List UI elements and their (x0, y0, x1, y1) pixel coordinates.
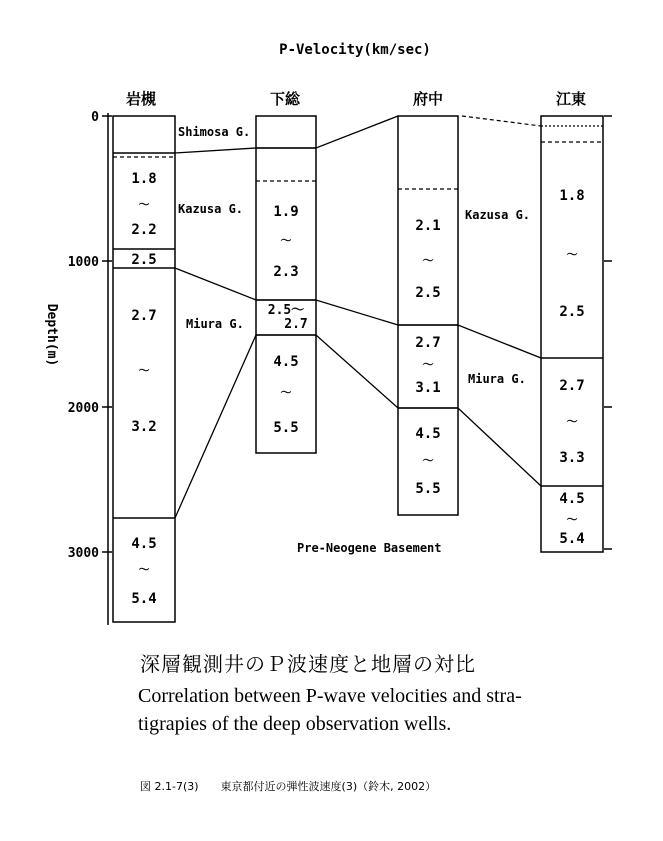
well-name-shimofusa: 下総 (269, 90, 301, 108)
koto-v1b: 〜 (566, 248, 578, 261)
y-tick-2000: 2000 (67, 401, 99, 416)
koto-v2a: 2.7 (559, 378, 585, 394)
well-name-iwatsuki: 岩槻 (125, 90, 157, 108)
fuchu-v3a: 4.5 (415, 426, 441, 442)
fuchu-v2a: 2.7 (415, 335, 441, 351)
label-miura-group-left: Miura G. (186, 317, 244, 331)
caption-japanese: 深層観測井のＰ波速度と地層の対比 (140, 652, 476, 676)
fuchu-v3c: 5.5 (415, 481, 441, 497)
iwatsuki-v4c: 5.4 (131, 591, 157, 607)
shimofusa-v3a: 4.5 (273, 354, 299, 370)
y-tick-0: 0 (91, 110, 99, 125)
well-names (126, 90, 586, 108)
koto-v3b: 〜 (566, 513, 578, 526)
y-axis-label: Depth(m) (44, 303, 59, 367)
label-miura-group-right: Miura G. (468, 372, 526, 386)
label-pre-neogene-basement: Pre-Neogene Basement (297, 541, 442, 555)
fuchu-v1a: 2.1 (415, 218, 441, 234)
koto-v2b: 〜 (566, 415, 578, 428)
caption-english-line2: tigrapies of the deep observation wells. (138, 713, 452, 735)
shimofusa-v3b: 〜 (280, 386, 292, 399)
figure-source-line: 図 2.1-7(3) 東京都付近の弾性波速度(3)（鈴木, 2002） (140, 780, 437, 793)
koto-v3c: 5.4 (559, 531, 585, 547)
well-name-koto: 江東 (555, 90, 587, 108)
caption-english-line1: Correlation between P-wave velocities and stra- (138, 685, 522, 707)
right-axis-ticks (604, 116, 612, 549)
shimofusa-v1c: 2.3 (273, 264, 299, 280)
koto-v1c: 2.5 (559, 304, 585, 320)
iwatsuki-v3a: 2.7 (131, 308, 157, 324)
label-shimosa-group: Shimosa G. (178, 125, 251, 139)
shimofusa-v1a: 1.9 (273, 204, 299, 220)
fuchu-v2c: 3.1 (415, 380, 441, 396)
iwatsuki-v1b: 〜 (138, 198, 150, 211)
y-tick-1000: 1000 (67, 255, 99, 270)
koto-v3a: 4.5 (559, 491, 585, 507)
well-column-shimofusa (256, 116, 316, 453)
iwatsuki-v1c: 2.2 (131, 222, 157, 238)
koto-v2c: 3.3 (559, 450, 585, 466)
depth-axis (44, 110, 112, 625)
iwatsuki-v2: 2.5 (131, 252, 157, 268)
iwatsuki-v3b: 〜 (138, 364, 150, 377)
axis-top-title: P-Velocity(km/sec) (279, 42, 431, 58)
fuchu-v1b: 〜 (422, 254, 434, 267)
shimofusa-v2b: 2.7 (284, 317, 308, 332)
depth-tick-labels (68, 110, 99, 561)
koto-v1a: 1.8 (559, 188, 585, 204)
shimofusa-v2a: 2.5〜 (267, 303, 305, 318)
fuchu-v2b: 〜 (422, 358, 434, 371)
fuchu-v1c: 2.5 (415, 285, 441, 301)
shimofusa-v3c: 5.5 (273, 420, 299, 436)
label-kazusa-group-right: Kazusa G. (465, 208, 531, 222)
iwatsuki-v1a: 1.8 (131, 171, 157, 187)
iwatsuki-v3c: 3.2 (131, 419, 157, 435)
shimofusa-v1b: 〜 (280, 234, 292, 247)
fuchu-v3b: 〜 (422, 454, 434, 467)
y-tick-3000: 3000 (67, 546, 99, 561)
well-name-fuchu: 府中 (412, 90, 444, 108)
label-kazusa-group-left: Kazusa G. (178, 202, 244, 216)
iwatsuki-v4b: 〜 (138, 563, 150, 576)
iwatsuki-v4a: 4.5 (131, 536, 157, 552)
formation-labels (178, 125, 530, 555)
